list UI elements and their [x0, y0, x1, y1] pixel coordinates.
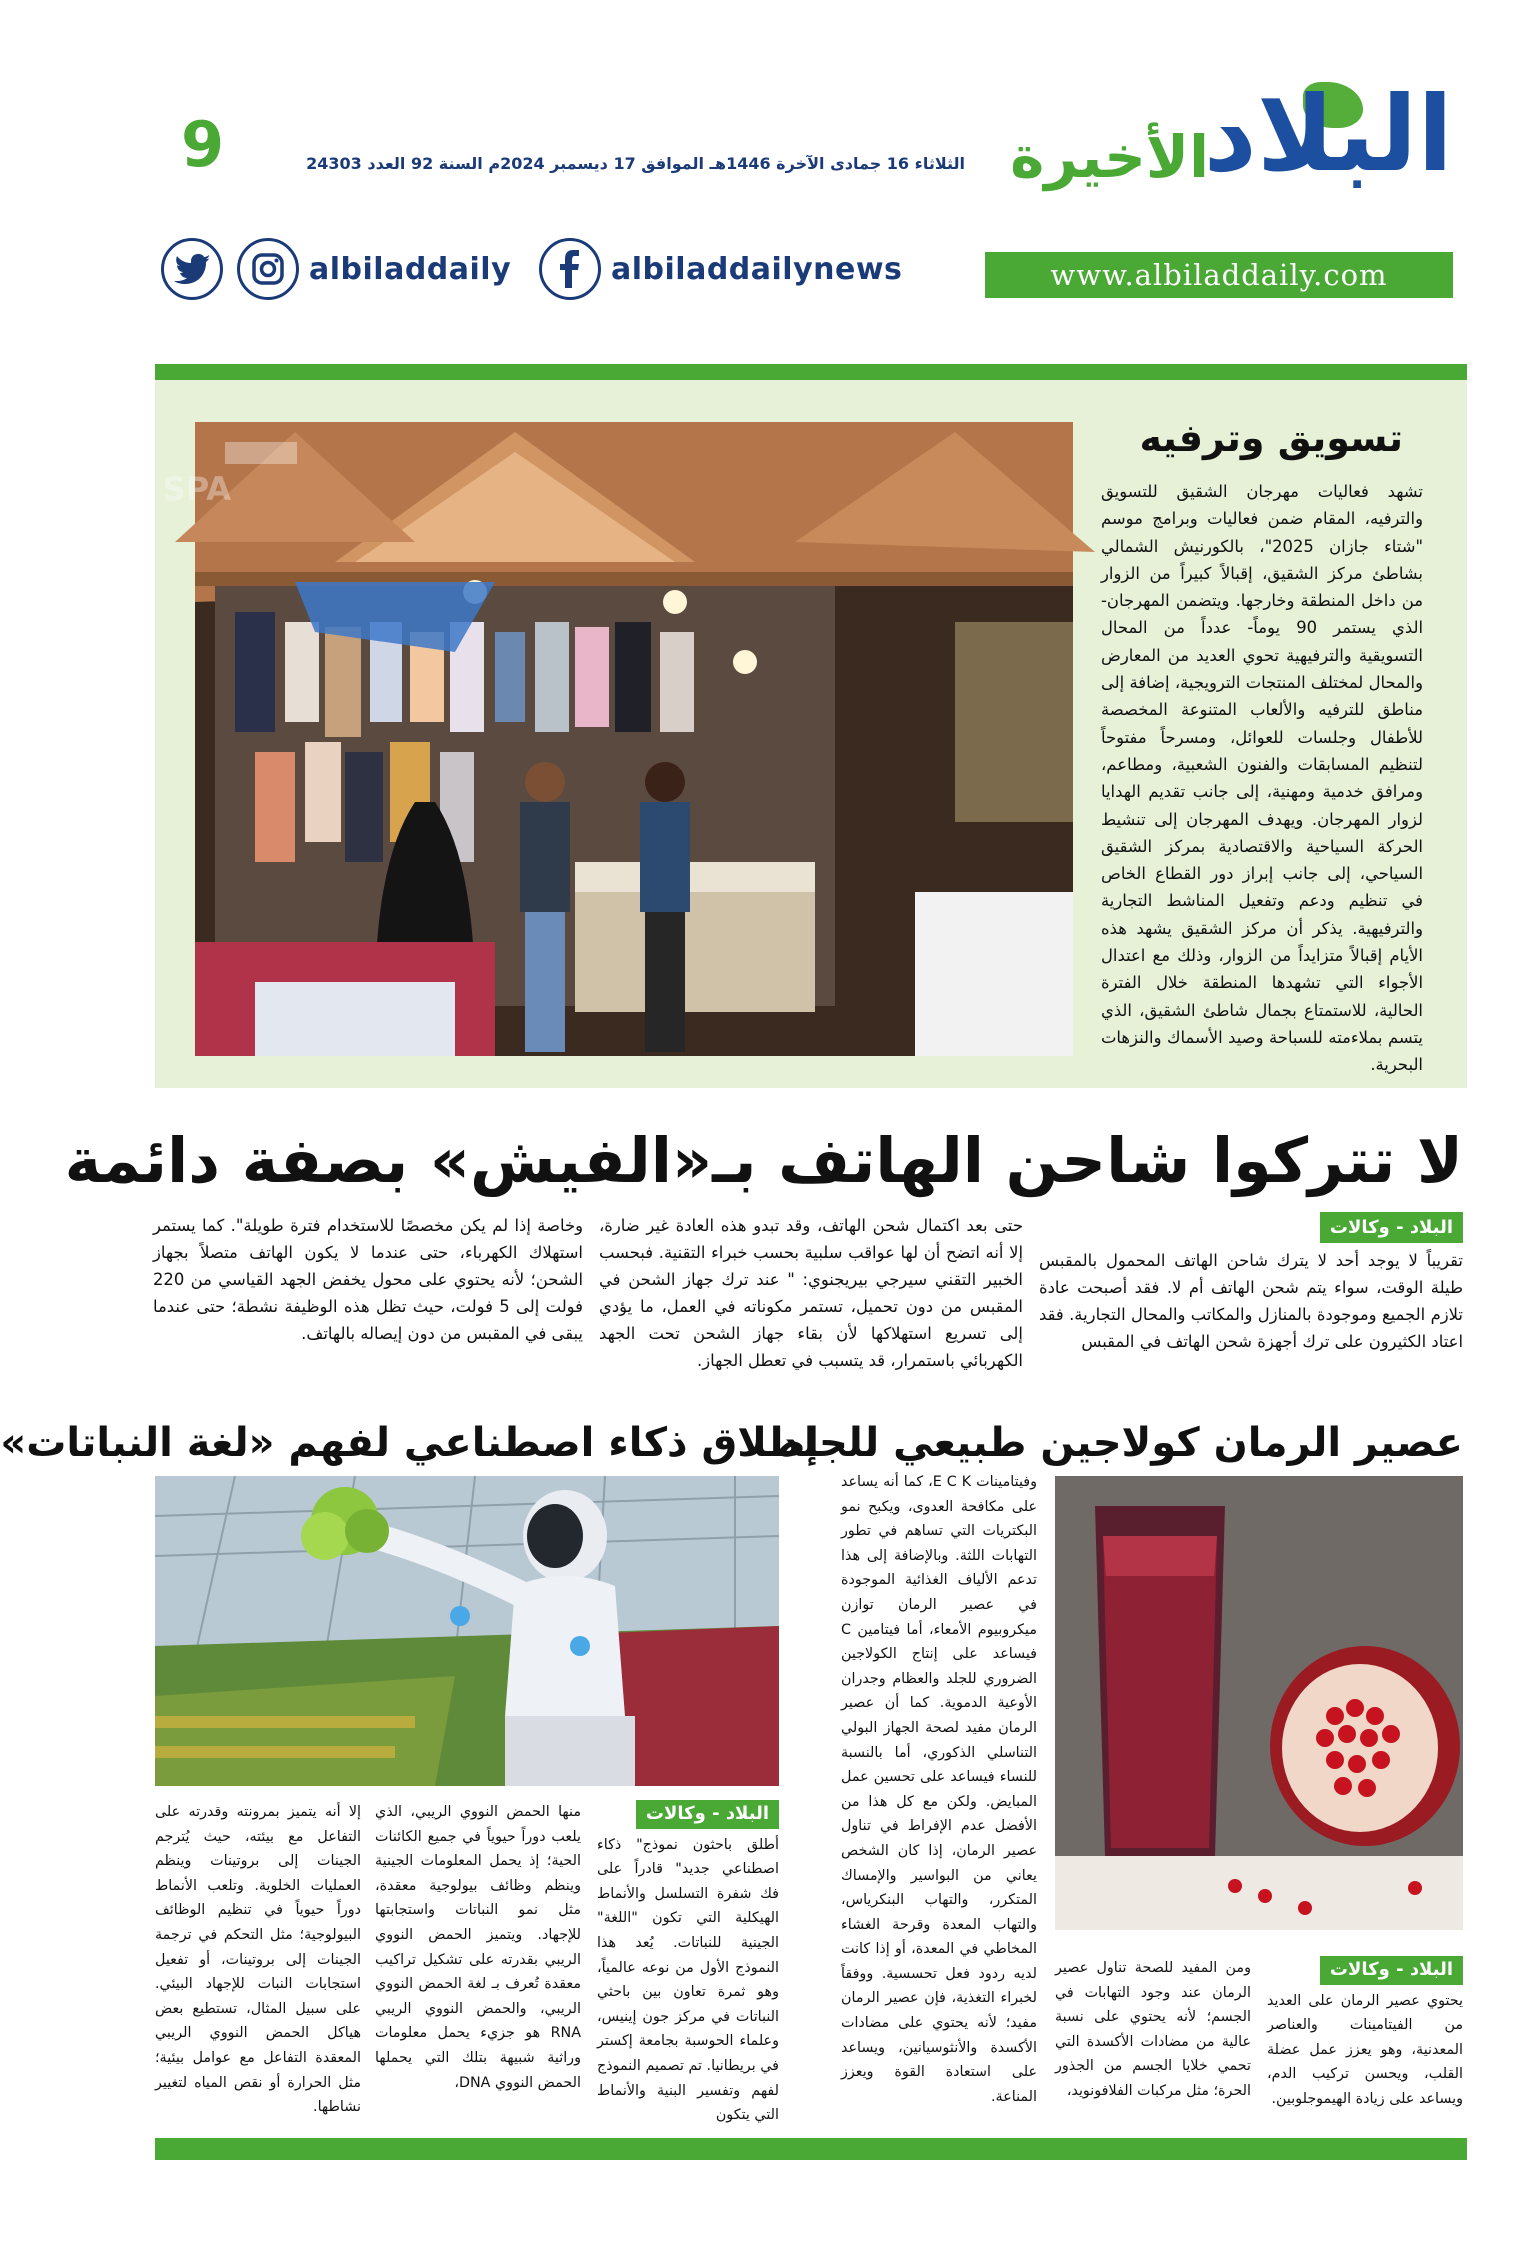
website-link[interactable]: www.albiladdaily.com — [985, 252, 1453, 298]
plants-col-left: إلا أنه يتميز بمرونته وقدرته على التفاعل مع بيئته، حيث يُترجم الجينات إلى بروتينات وينظم العمليات الخلوية. وتلعب الأنماط دوراً حيوياً في تنظيم الوظائف البيولوجية؛ مثل التحكم في ترجمة الجينات إلى بروتينات، أو تفعيل استجابات النبات للإجهاد البيئي. على سبيل المثال، تستطيع بعض هياكل الحمض النووي الريبي المعقدة التفاعل مع عوامل بيئية؛ مثل الحرارة أو نقص المياه لتغيير نشاطها. — [155, 1804, 361, 2116]
page-number: 9 — [181, 108, 225, 181]
charger-tag: البلاد - وكالات — [1320, 1212, 1463, 1243]
pomegranate-col-middle: ومن المفيد للصحة تناول عصير الرمان عند وجود التهابات في الجسم؛ لأنه يحتوي على نسبة عالية من مضادات الأكسدة التي تحمي خلايا الجسم من الجذور الحرة؛ مثل مركبات الفلافونويد، — [1055, 1960, 1251, 2099]
feature-body: تشهد فعاليات مهرجان الشقيق للتسويق والترفيه، المقام ضمن فعاليات وبرامج موسم "شتاء جازان 2025"، بالكورنيش الشمالي بشاطئ مركز الشقيق، إقبالاً كبيراً من الزوار من داخل المنطقة وخارجها. ويتضمن المهرجان- الذي يستمر 90 يوماً- عدداً من المحال التسويقية والترفيهية تحوي العديد من المعارض والمحال لمختلف المنتجات الترويجية، إضافة إلى مناطق للترفيه والألعاب المتنوعة المخصصة للأطفال وجلسات للعوائل، ومسرحاً مفتوحاً لتنظيم المسابقات والفنون الشعبية، ومطاعم، ومرافق خدمية ومهنية، إلى جانب تقديم الهدايا لزوار المهرجان. ويهدف المهرجان إلى تنشيط الحركة السياحية والاقتصادية بمركز الشقيق السياحي، إلى جانب إبراز دور القطاع الخاص في تنظيم ودعم وتفعيل المناشط التجارية والترفيهية. يذكر أن مركز الشقيق يشهد هذه الأيام إقبالاً متزايداً من الزوار، وذلك مع اعتدال الأجواء التي تشهدها المنطقة خلال الفترة الحالية، للاستمتاع بجمال شاطئ الشقيق، الذي يتسم بملاءمته للسباحة وصيد الأسماك والنزهات البحرية. — [1101, 482, 1423, 1075]
pomegranate-col-right — [1267, 1956, 1463, 2112]
feature-section — [155, 380, 1467, 1088]
feature-title: تسويق وترفيه — [1139, 416, 1403, 460]
charger-col-3: وخاصة إذا لم يكن مخصصًا للاستخدام فترة طويلة". كما يستمر استهلاك الكهرباء، حتى عندما لا يكون الهاتف متصلاً بجهاز الشحن؛ لأنه يحتوي على محول يخفض الجهد القياسي من 220 فولت إلى 5 فولت، حيث تظل هذه الوظيفة نشطة؛ حتى عندما يبقى في المقبس من دون إيصاله بالهاتف. — [153, 1216, 583, 1343]
logo-wordmark: البلاد — [1203, 73, 1453, 195]
pomegranate-headline: عصير الرمان كولاجين طبيعي للجلد — [779, 1420, 1463, 1466]
plants-col-right — [597, 1800, 779, 2128]
plants-tag: البلاد - وكالات — [636, 1800, 779, 1829]
robot-greenhouse-photo — [155, 1476, 779, 1786]
newspaper-logo — [1203, 73, 1453, 202]
instagram-icon[interactable] — [237, 238, 299, 300]
top-divider — [155, 364, 1467, 380]
pomegranate-col-right-text: يحتوي عصير الرمان على العديد من الفيتامينات والعناصر المعدنية، وهو يعزز عمل عضلة القلب، ويحسن تركيب الدم، ويساعد على زيادة الهيموجلوبين. — [1267, 1992, 1463, 2107]
social-handles — [161, 238, 521, 300]
photo-watermark: SPA — [162, 470, 231, 508]
plants-col-right-text: أطلق باحثون نموذج" ذكاء اصطناعي جديد" قادراً على فك شفرة التسلسل والأنماط الهيكلية التي تكون "اللغة" الجينية للنباتات. يُعد هذا النموذج الأول من نوعه عالمياً، وهو ثمرة تعاون بين باحثي النباتات في مركز جون إينيس، وعلماء الحوسبة بجامعة إكستر في بريطانيا. تم تصميم النموذج لفهم وتفسير البنية والأنماط التي يتكون — [597, 1836, 779, 2124]
charger-col-2: حتى بعد اكتمال شحن الهاتف، وقد تبدو هذه العادة غير ضارة، إلا أنه اتضح أن لها عواقب سلبية بحسب خبراء التقنية. فبحسب الخبير التقني سيرجي بيريجنوي: " عند ترك جهاز الشحن في المقبس من دون تحميل، تستمر مكوناته في العمل، ما يؤدي إلى تسريع استهلاكها لأن بقاء جهاز الشحن تحت الجهد الكهربائي باستمرار، قد يتسبب في تعطل الجهاز. — [599, 1216, 1023, 1370]
logo-subtitle: الأخيرة — [1010, 123, 1209, 191]
facebook-handle[interactable] — [539, 238, 912, 300]
charger-col-1 — [1039, 1212, 1463, 1355]
facebook-handle-text: albiladdailynews — [611, 251, 903, 287]
pomegranate-tag: البلاد - وكالات — [1320, 1956, 1463, 1985]
pomegranate-photo — [1055, 1476, 1463, 1930]
pomegranate-col-left: وفيتامينات E C K، كما أنه يساعد على مكافحة العدوى، ويكبح نمو البكتريات التي تساهم في تطور التهابات اللثة. وبالإضافة إلى هذا تدعم الألياف الغذائية الموجودة في عصير الرمان توازن ميكروبيوم الأمعاء، أما فيتامين C فيساعد على إنتاج الكولاجين الضروري للجلد والعظام وجدران الأوعية الدموية. كما أن عصير الرمان مفيد لصحة الجهاز البولي التناسلي الذكوري، أما بالنسبة للنساء فيساعد على تحسين عمل المبايض. ولكن مع كل هذا من الأفضل عدم الإفراط في تناول عصير الرمان، إذا كان الشخص يعاني من البواسير والإمساك المتكرر، والتهاب البنكرياس، والتهاب المعدة وقرحة الغشاء المخاطي في المعدة، أو إذا كانت لديه ردود فعل تحسسية. ووفقاً لخبراء التغذية، فإن عصير الرمان مفيد؛ لأنه يحتوي على مضادات الأكسدة والأنثوسيانين، ويساعد على استعادة القوة ويعزز المناعة. — [841, 1474, 1037, 2105]
dateline: الثلاثاء 16 جمادى الآخرة 1446هـ الموافق 17 ديسمبر 2024م السنة 92 العدد 24303 — [306, 154, 965, 173]
plants-col-middle: منها الحمض النووي الريبي، الذي يلعب دوراً حيوياً في جميع الكائنات الحية؛ إذ يحمل المعلومات الجينية وينظم وظائف بيولوجية معقدة، مثل نمو النباتات واستجابتها للإجهاد. ويتميز الحمض النووي الريبي بقدرته على تشكيل تراكيب معقدة تُعرف بـ لغة الحمض النووي الريبي، والحمض النووي الريبي RNA هو جزيء يحمل معلومات وراثية شبيهة بتلك التي يحملها الحمض النووي DNA، — [375, 1804, 581, 2091]
twitter-icon[interactable] — [161, 238, 223, 300]
facebook-icon[interactable] — [539, 238, 601, 300]
charger-col-1-text: تقريباً لا يوجد أحد لا يترك شاحن الهاتف المحمول بالمقبس طيلة الوقت، سواء يتم شحن الهاتف أم لا. فقد أصبحت عادة تلازم الجميع وموجودة بالمنازل والمكاتب والمحال التجارية. فقد اعتاد الكثيرون على ترك أجهزة شحن الهاتف في المقبس — [1039, 1251, 1463, 1351]
market-photo — [162, 422, 1073, 1056]
plants-headline: إطلاق ذكاء اصطناعي لفهم «لغة النباتات» — [0, 1420, 819, 1466]
bottom-divider — [155, 2138, 1467, 2160]
charger-headline: لا تتركوا شاحن الهاتف بـ«الفيش» بصفة دائمة — [64, 1124, 1463, 1197]
social-handle-text: albiladdaily — [309, 251, 512, 287]
